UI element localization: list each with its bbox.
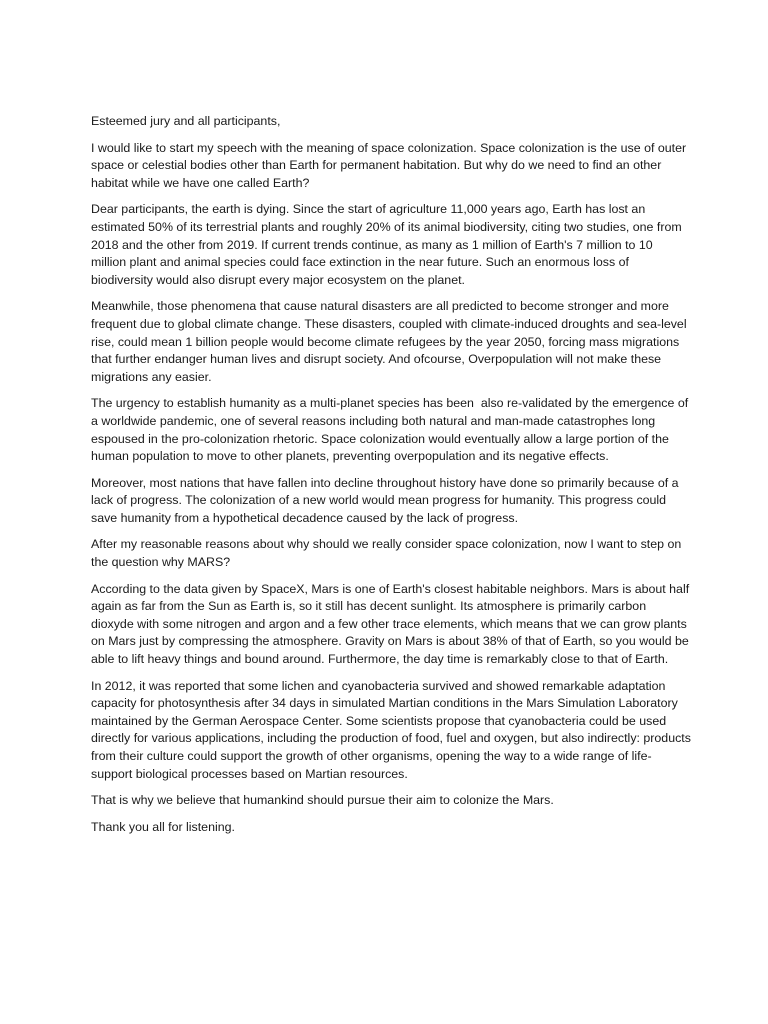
paragraph-spacex-data: According to the data given by SpaceX, Mars is one of Earth's closest habitable neighbors. Mars is about half again as far from the Sun as Earth is, so it still has decent sunlight. Its atmosphere is primarily carbon dioxyde with some nitrogen and argon and a few other trace elements, which means that we can grow plants on Mars just by compressing the atmosphere. Gravity on Mars is about 38% of that of Earth, so you would be able to lift heavy things and bound around. Furthermore, the day time is remarkably close to that of Earth. (91, 581, 693, 667)
document-body (91, 113, 695, 845)
paragraph-cyanobacteria: In 2012, it was reported that some lichen and cyanobacteria survived and showed remarkable adaptation capacity for photosynthesis after 34 days in simulated Martian conditions in the Mars Simulation Laboratory maintained by the German Aerospace Center. Some scientists propose that cyanobacteria could be used directly for various applications, including the production of food, fuel and oxygen, but also indirectly: products from their culture could support the growth of other organisms, opening the way to a wide range of life-support biological processes based on Martian resources. (91, 678, 695, 781)
paragraph-intro: I would like to start my speech with the meaning of space colonization. Space colonization is the use of outer space or celestial bodies other than Earth for permanent habitation. But why do we need to find an other habitat while we have one called Earth? (91, 140, 690, 190)
paragraph-earth-dying: Dear participants, the earth is dying. Since the start of agriculture 11,000 years ago, Earth has lost an estimated 50% of its terrestrial plants and roughly 20% of its animal biodiversity, citing two studies, one from 2018 and the other from 2019. If current trends continue, as many as 1 million of Earth's 7 million to 10 million plant and animal species could face extinction in the near future. Such an enormous loss of biodiversity would also disrupt every major ecosystem on the planet. (91, 202, 686, 287)
closing-line: Thank you all for listening. (91, 819, 235, 834)
paragraph-conclusion: That is why we believe that humankind should pursue their aim to colonize the Mars. (91, 793, 554, 808)
paragraph-climate-change: Meanwhile, those phenomena that cause natural disasters are all predicted to become stronger and more frequent due to global climate change. These disasters, coupled with climate-induced droughts and sea-level rise, could mean 1 billion people would become climate refugees by the year 2050, forcing mass migrations that further endanger human lives and disrupt society. And ofcourse, Overpopulation will not make these migrations any easier. (91, 299, 691, 384)
paragraph-pandemic: The urgency to establish humanity as a multi-planet species has been also re-validated by the emergence of a worldwide pandemic, one of several reasons including both natural and man-made catastrophes long espoused in the pro-colonization rhetoric. Space colonization would eventually allow a large portion of the human population to move to other planets, preventing overpopulation and its negative effects. (91, 396, 692, 464)
paragraph-why-mars: After my reasonable reasons about why should we really consider space colonization, now I want to step on the question why MARS? (91, 537, 685, 570)
salutation: Esteemed jury and all participants, (91, 114, 281, 128)
paragraph-progress: Moreover, most nations that have fallen into decline throughout history have done so primarily because of a lack of progress. The colonization of a new world would mean progress for humanity. This progress could save humanity from a hypothetical decadence caused by the lack of progress. (91, 475, 682, 525)
